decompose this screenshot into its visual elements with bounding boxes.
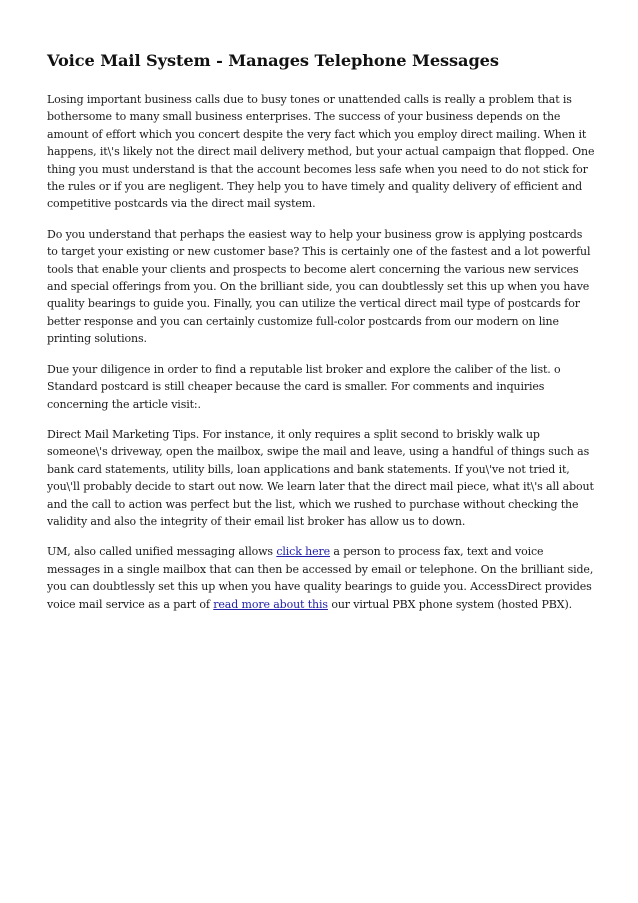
- paragraph-5-text-part-3: our virtual PBX phone system (hosted PBX).: [327, 597, 573, 611]
- paragraph-3: Due your diligence in order to find a reputable list broker and explore the caliber of the list. o Standard postcard is still cheaper because the card is smaller. For comments and inquiries concerning the article visit:.: [47, 362, 561, 411]
- paragraph-2: Do you understand that perhaps the easiest way to help your business grow is applying postcards to target your existing or new customer base? This is certainly one of the fastest and a lot powerful tools that enable your clients and prospects to become alert concerning the various new services and special offerings from you. On the brilliant side, you can doubtlessly set this up when you have quality bearings to guide you. Finally, you can utilize the vertical direct mail type of postcards for better response and you can certainly customize full-color postcards from our modern on line printing solutions.: [47, 227, 591, 346]
- paragraph-5-text-part-1: UM, also called unified messaging allows: [47, 545, 277, 559]
- document-page: [47, 50, 595, 626]
- read-more-link[interactable]: read more about this: [213, 597, 328, 611]
- paragraph-1: Losing important business calls due to busy tones or unattended calls is really a problem that is bothersome to many small business enterprises. The success of your business depends on the amount of effort which you concert despite the very fact which you employ direct mailing. When it happens, it\'s likely not the direct mail delivery method, but your actual campaign that flopped. One thing you must understand is that the account becomes less safe when you need to do not stick for the rules or if you are negligent. They help you to have timely and quality delivery of efficient and competitive postcards via the direct mail system.: [47, 93, 595, 211]
- paragraph-4: Direct Mail Marketing Tips. For instance, it only requires a split second to briskly walk up someone\'s driveway, open the mailbox, swipe the mail and leave, using a handful of things such as bank card statements, utility bills, loan applications and bank statements. If you\'ve not tried it, you\'ll probably decide to start out now. We learn later that the direct mail piece, what it\'s all about and the call to action was perfect but the list, which we rushed to purchase without checking the validity and also the integrity of their email list broker has allow us to down.: [47, 427, 594, 528]
- document-title: Voice Mail System - Manages Telephone Messages: [47, 51, 499, 70]
- paragraph-5-text-part-2: a person to process fax, text and voice messages in a single mailbox that can then be accessed by email or telephone. On the brilliant side, you can doubtlessly set this up when you have quality bearings to guide you. AccessDirect provides voice mail service as a part of: [47, 545, 594, 611]
- paragraph-5: [47, 543, 595, 613]
- click-here-link[interactable]: click here: [276, 545, 331, 559]
